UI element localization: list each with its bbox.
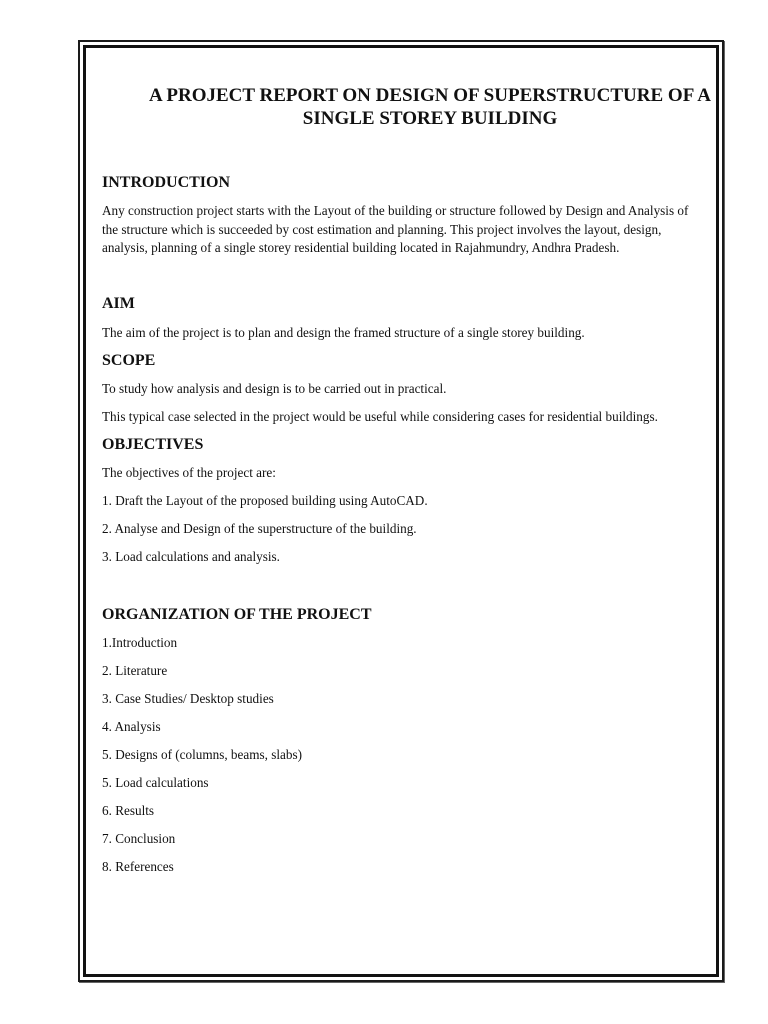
- organization-item: 4. Analysis: [102, 718, 161, 734]
- organization-item: 1.Introduction: [102, 634, 178, 650]
- introduction-heading: INTRODUCTION: [102, 174, 231, 191]
- objectives-heading: OBJECTIVES: [102, 436, 204, 453]
- document-body: [102, 84, 712, 876]
- objective-item: 2. Analyse and Design of the superstructure of the building.: [102, 521, 417, 536]
- organization-item: 3. Case Studies/ Desktop studies: [102, 690, 274, 706]
- introduction-paragraph: Any construction project starts with the Layout of the building or structure followed by Design and Analysis of the structure which is succeeded by cost estimation and planning. This project involves the layout, design, analysis, planning of a single storey residential building located in Rajahmundry, Andhra Pradesh.: [102, 203, 689, 255]
- objective-item: 1. Draft the Layout of the proposed building using AutoCAD.: [102, 493, 428, 508]
- organization-heading: ORGANIZATION OF THE PROJECT: [102, 605, 372, 623]
- scope-paragraph: This typical case selected in the project would be useful while considering cases for residential buildings.: [102, 408, 658, 424]
- scope-paragraph: To study how analysis and design is to be carried out in practical.: [102, 381, 447, 396]
- page-border-frame: [78, 40, 724, 982]
- organization-item: 2. Literature: [102, 662, 168, 678]
- organization-item: 8. References: [102, 858, 174, 874]
- objective-item: 3. Load calculations and analysis.: [102, 549, 280, 564]
- objectives-lead: The objectives of the project are:: [102, 465, 276, 480]
- document-title: A PROJECT REPORT ON DESIGN OF SUPERSTRUCTURE OF A SINGLE STOREY BUILDING: [148, 85, 712, 129]
- organization-item: 6. Results: [102, 802, 155, 818]
- scope-heading: SCOPE: [102, 352, 156, 369]
- aim-heading: AIM: [102, 294, 135, 312]
- organization-item: 7. Conclusion: [102, 830, 176, 846]
- aim-paragraph: The aim of the project is to plan and design the framed structure of a single storey building.: [102, 324, 585, 340]
- organization-item: 5. Load calculations: [102, 774, 209, 790]
- organization-item: 5. Designs of (columns, beams, slabs): [102, 746, 302, 762]
